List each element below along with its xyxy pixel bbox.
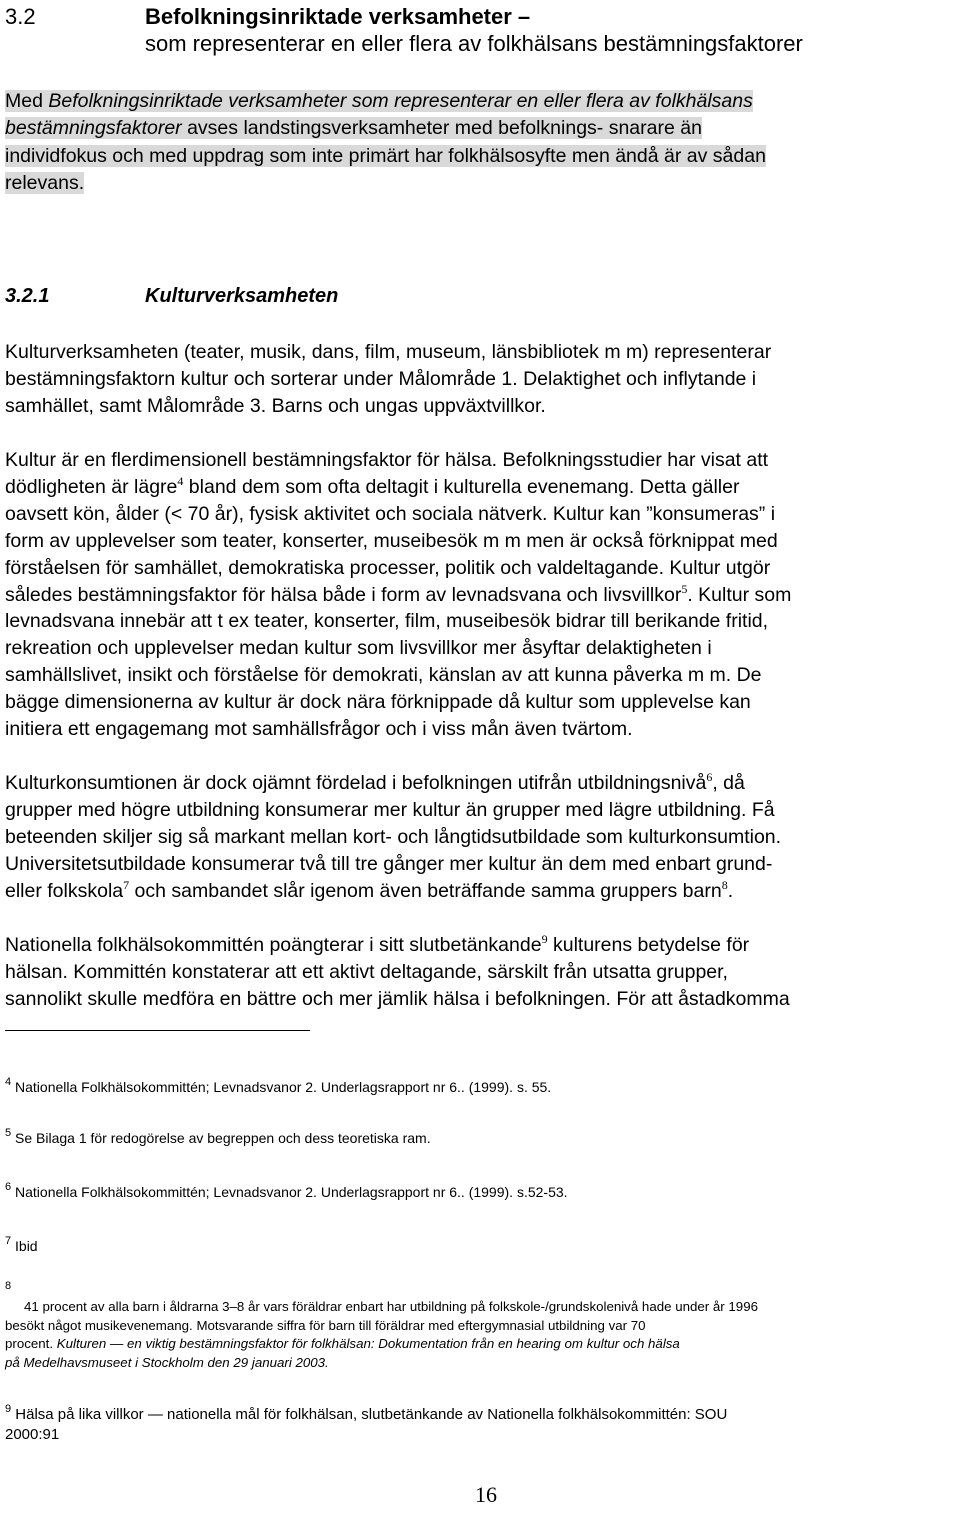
footnote-text: procent. — [5, 1336, 57, 1351]
footnote-ref[interactable]: 8 — [721, 877, 728, 892]
footnote-text: 2000:91 — [5, 1426, 60, 1443]
text-line: grupper med högre utbildning konsumerar mer kultur än grupper med lägre utbildning. Få — [5, 798, 775, 821]
section-title: Befolkningsinriktade verksamheter – — [145, 4, 531, 29]
paragraph-2 — [5, 447, 791, 743]
section-number: 3.2 — [5, 4, 36, 29]
footnote-6 — [5, 1183, 568, 1202]
text-line: rekreation och upplevelser medan kultur som livsvillkor mer åsyftar delaktigheten i — [5, 637, 712, 660]
text-line: bägge dimensionerna av kultur är dock nära förknippade då kultur som upplevelse kan — [5, 691, 751, 714]
subsection-title: Kulturverksamheten — [145, 285, 339, 307]
text-line: form av upplevelser som teater, konserter, museibesök m m men är också förknippat med — [5, 529, 778, 552]
footnote-7 — [5, 1237, 38, 1256]
footnote-text: Ibid — [11, 1238, 38, 1254]
text-line: oavsett kön, ålder (< 70 år), fysisk aktivitet och sociala nätverk. Kultur kan ”konsumeras” i — [5, 502, 776, 525]
text-line: Kultur är en flerdimensionell bestämningsfaktor för hälsa. Befolkningsstudier har visat att — [5, 449, 769, 471]
page-number: 16 — [475, 1482, 497, 1507]
text-line: således bestämningsfaktor för hälsa både i form av levnadsvana och livsvillkor$^5$. Kultur som — [5, 581, 792, 606]
text-line: levnadsvana innebär att t ex teater, konserter, film, museibesök bidrar till berikande fritid, — [5, 610, 769, 633]
intro-text: Med — [5, 90, 49, 112]
subsection-number: 3.2.1 — [5, 285, 50, 307]
footnote-4 — [5, 1078, 551, 1097]
intro-text: individfokus och med uppdrag som inte primärt har folkhälsosyfte men ändå är av sådan — [5, 144, 766, 167]
text-line: förståelsen för samhället, demokratiska processer, politik och valdeltagande. Kultur utgör — [5, 556, 771, 579]
footnote-marker: 7 — [5, 1235, 12, 1247]
footnote-marker: 4 — [5, 1076, 12, 1088]
footnote-5 — [5, 1129, 431, 1148]
footnote-text: Se Bilaga 1 för redogörelse av begreppen och dess teoretiska ram. — [11, 1130, 431, 1146]
intro-emphasis: bestämningsfaktorer — [5, 117, 182, 140]
footnote-marker: 5 — [5, 1127, 12, 1139]
footnote-8 — [5, 1280, 758, 1372]
footnote-text: Nationella Folkhälsokommittén; Levnadsvanor 2. Underlagsrapport nr 6.. (1999). s.52-53. — [11, 1184, 568, 1200]
paragraph-1 — [5, 339, 771, 420]
text-line: eller folkskola$^7$ och sambandet slår igenom även beträffande samma gruppers barn$^8$. — [5, 877, 734, 902]
text-line: Kulturverksamheten (teater, musik, dans, film, museum, länsbibliotek m m) representerar — [5, 341, 772, 363]
footnote-text: Hälsa på lika villkor — nationella mål för folkhälsan, slutbetänkande av Nationella folkhälsokommittén: SOU — [11, 1406, 728, 1423]
footnote-ref[interactable]: 4 — [177, 473, 184, 488]
text-line: Kulturkonsumtionen är dock ojämnt fördelad i befolkningen utifrån utbildningsnivå$^6$, då — [5, 770, 745, 794]
paragraph-3 — [5, 770, 781, 905]
footnote-ref[interactable]: 6 — [706, 770, 713, 784]
footnote-text: Nationella Folkhälsokommittén; Levnadsvanor 2. Underlagsrapport nr 6.. (1999). s. 55. — [11, 1079, 552, 1095]
footnote-citation: på Medelhavsmuseet i Stockholm den 29 januari 2003. — [5, 1354, 329, 1370]
footnote-ref[interactable]: 7 — [123, 877, 130, 892]
text-line: samhället, samt Målområde 3. Barns och ungas uppväxtvillkor. — [5, 394, 546, 417]
intro-paragraph — [5, 88, 930, 198]
text-line: Universitetsutbildade konsumerar två till tre gånger mer kultur än dem med enbart grund- — [5, 852, 773, 875]
text-line: samhällslivet, insikt och förståelse för demokrati, känslan av att kunna påverka m m. De — [5, 664, 762, 687]
footnote-marker: 9 — [5, 1403, 12, 1415]
text-line: hälsan. Kommittén konstaterar att ett aktivt deltagande, särskilt från utsatta grupper, — [5, 960, 728, 983]
footnote-citation: Kulturen — en viktig bestämningsfaktor för folkhälsan: Dokumentation från en hearing om kultur och hälsa — [56, 1336, 680, 1351]
text-line: dödligheten är lägre$^4$ bland dem som ofta deltagit i kulturella evenemang. Detta gäller — [5, 473, 740, 498]
text-line: initiera ett engagemang mot samhällsfrågor och i viss mån även tvärtom. — [5, 718, 633, 741]
text-line: beteenden skiljer sig så markant mellan kort- och långtidsutbildade som kulturkonsumtion. — [5, 825, 782, 848]
text-line: sannolikt skulle medföra en bättre och mer jämlik hälsa i befolkningen. För att åstadkomma — [5, 987, 790, 1010]
intro-emphasis: Befolkningsinriktade verksamheter som representerar en eller flera av folkhälsans — [48, 90, 753, 112]
footnote-ref[interactable]: 9 — [541, 932, 548, 946]
footnote-text: besökt något musikevenemang. Motsvarande siffra för barn till föräldrar med eftergymnasial utbildning var 70 — [5, 1317, 646, 1333]
paragraph-4 — [5, 932, 790, 1013]
intro-text: avses landstingsverksamheter med befolknings- snarare än — [181, 117, 702, 140]
footnote-marker: 6 — [5, 1181, 12, 1193]
footnote-marker: 8 — [5, 1280, 12, 1292]
intro-text: relevans. — [5, 172, 85, 195]
footnote-text: 41 procent av alla barn i åldrarna 3–8 år vars föräldrar enbart har utbildning på folkskole-/grundskolenivå hade under år 1996 — [24, 1299, 758, 1314]
footnote-ref[interactable]: 5 — [681, 581, 688, 596]
text-line: Nationella folkhälsokommittén poängterar i sitt slutbetänkande$^9$ kulturens betydelse för — [5, 932, 750, 956]
footnote-9 — [5, 1405, 727, 1445]
footnote-separator — [5, 1030, 310, 1031]
text-line: bestämningsfaktorn kultur och sorterar under Målområde 1. Delaktighet och inflytande i — [5, 367, 757, 390]
section-subtitle: som representerar en eller flera av folkhälsans bestämningsfaktorer — [145, 31, 803, 56]
